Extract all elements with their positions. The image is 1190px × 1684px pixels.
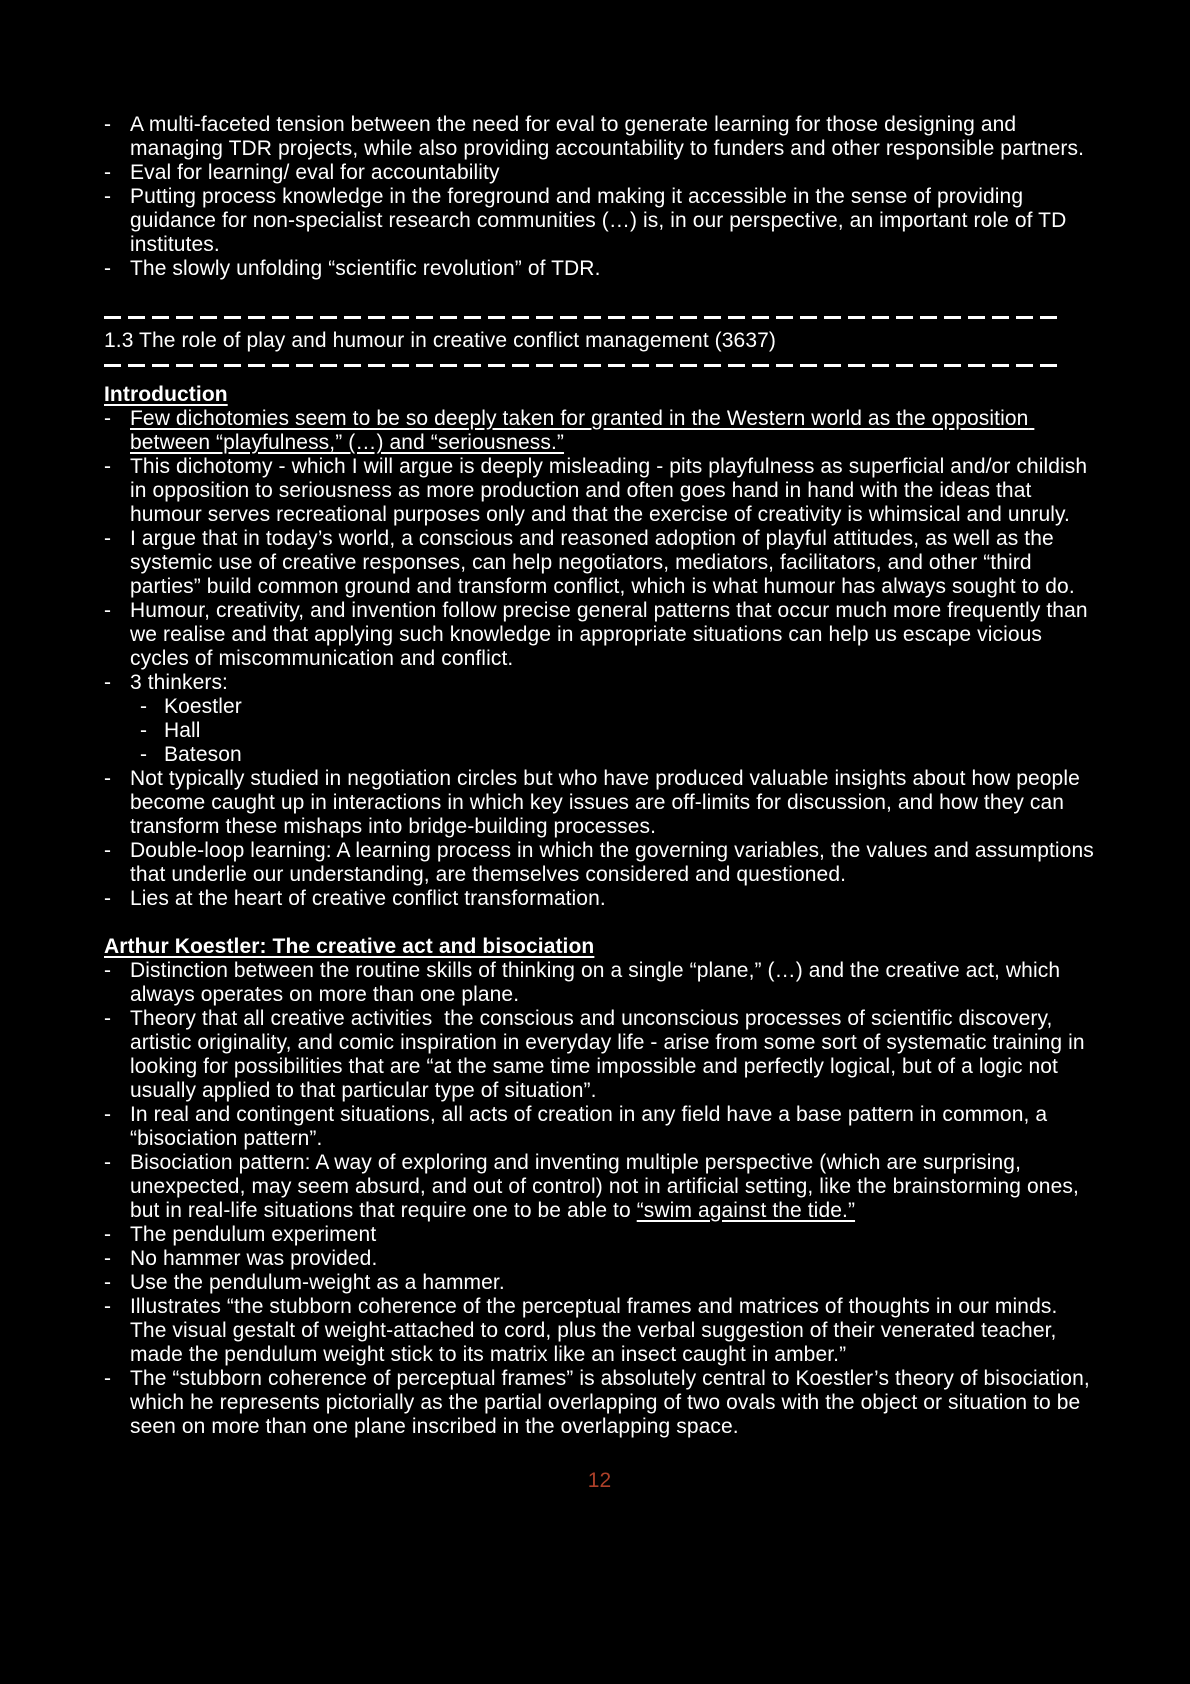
bullet-item (140, 695, 1095, 719)
bullet-item (104, 257, 1095, 281)
bullet-item (104, 1103, 1095, 1151)
bullet-dash: - (140, 743, 148, 766)
bullet-dash: - (104, 113, 112, 136)
dashed-divider (104, 364, 1058, 367)
bullet-text: Theory that all creative activities the conscious and unconscious processes of scientific discovery, artistic originality, and comic inspiration in everyday life - arise from some sort of systematic training in looking for possibilities that are “at the same time impossible and perfectly logical, but of a logic not usually applied to that particular type of situation”. (130, 1007, 1091, 1102)
spacer (104, 911, 1095, 935)
bullet-item (104, 1247, 1095, 1271)
bullet-dash: - (104, 599, 112, 622)
bullet-dash: - (104, 527, 112, 550)
divider-row (104, 305, 1095, 329)
thinkers-sublist (140, 695, 1095, 767)
bullet-text: Humour, creativity, and invention follow precise general patterns that occur much more frequently than we realise and that applying such knowledge in appropriate situations can help us escape vicious cycles of miscommunication and conflict. (130, 599, 1094, 670)
bullet-dash: - (104, 1295, 112, 1318)
bullet-item (104, 1151, 1095, 1223)
bullet-dash: - (104, 767, 112, 790)
bullet-item (140, 743, 1095, 767)
bullet-dash: - (104, 1367, 112, 1390)
introduction-bullet-list (104, 407, 1100, 911)
introduction-heading: Introduction (104, 383, 228, 406)
bullet-dash: - (104, 1247, 112, 1270)
bullet-dash: - (104, 161, 112, 184)
bullet-text: I argue that in today’s world, a conscious and reasoned adoption of playful attitudes, as well as the systemic use of creative responses, can help negotiators, mediators, facilitators, and other “third parties” build common ground and transform conflict, which is what humour has always sought to do. (130, 527, 1075, 598)
bullet-dash: - (104, 1151, 112, 1174)
bullet-item (104, 599, 1095, 671)
bullet-text: Distinction between the routine skills of thinking on a single “plane,” (…) and the creative act, which always operates on more than one plane. (130, 959, 1067, 1006)
bullet-dash: - (140, 719, 148, 742)
bullet-item (104, 1295, 1095, 1367)
bullet-dash: - (104, 839, 112, 862)
bullet-item (104, 1223, 1095, 1247)
bullet-item (104, 887, 1095, 911)
bullet-text: Use the pendulum-weight as a hammer. (130, 1271, 505, 1294)
bullet-dash: - (104, 1271, 112, 1294)
bullet-text: Bateson (164, 743, 242, 766)
bullet-text: No hammer was provided. (130, 1247, 378, 1270)
divider-row (104, 353, 1095, 377)
bullet-item (104, 527, 1095, 599)
bullet-dash: - (104, 407, 112, 430)
bullet-text: The pendulum experiment (130, 1223, 377, 1246)
chapter-heading: 1.3 The role of play and humour in creative conflict management (3637) (104, 329, 776, 352)
bullet-text: 3 thinkers: (130, 671, 228, 694)
bullet-item (104, 1007, 1095, 1103)
bullet-text: Putting process knowledge in the foreground and making it accessible in the sense of providing guidance for non-specialist research communities (…) is, in our perspective, an important role of TD institutes. (130, 185, 1073, 256)
page-number: 12 (587, 1469, 612, 1492)
bullet-item (104, 455, 1095, 527)
bullet-dash: - (104, 671, 112, 694)
bullet-text: Eval for learning/ eval for accountability (130, 161, 500, 184)
bullet-item (104, 185, 1095, 257)
bullet-text: The slowly unfolding “scientific revolution” of TDR. (130, 257, 601, 280)
bullet-item (140, 719, 1095, 743)
bullet-text: Illustrates “the stubborn coherence of the perceptual frames and matrices of thoughts in our minds. The visual gestalt of weight-attached to cord, plus the verbal suggestion of their venerated teacher, made the pendulum weight stick to its matrix like an insect caught in amber.” (130, 1295, 1063, 1366)
spacer (104, 281, 1095, 305)
dashed-divider (104, 316, 1058, 319)
bullet-item (104, 671, 1095, 767)
bullet-item (104, 113, 1095, 161)
bullet-dash: - (104, 1007, 112, 1030)
bullet-dash: - (104, 1103, 112, 1126)
koestler-bullet-list (104, 959, 1095, 1439)
bullet-item (104, 407, 1095, 455)
bullet-item (104, 839, 1100, 887)
bullet-item (104, 1271, 1095, 1295)
bullet-dash: - (104, 1223, 112, 1246)
bullet-text: This dichotomy - which I will argue is deeply misleading - pits playfulness as superficial and/or childish in opposition to seriousness as more production and often goes hand in hand with the ideas that humour serves recreational purposes only and that the exercise of creativity is whimsical and unruly. (130, 455, 1094, 526)
bullet-text: A multi-faceted tension between the need for eval to generate learning for those designing and managing TDR projects, while also providing accountability to funders and other responsible partners. (130, 113, 1085, 160)
bullet-dash: - (104, 455, 112, 478)
bullet-item (104, 1367, 1095, 1439)
bullet-item (104, 161, 1095, 185)
bullet-text: Few dichotomies seem to be so deeply taken for granted in the Western world as the opposition between “playfulness,” (…) and “seriousness.” (130, 407, 1035, 454)
bullet-dash: - (104, 257, 112, 280)
bullet-text-underlined: “swim against the tide.” (636, 1199, 856, 1222)
bullet-text: Double-loop learning: A learning process in which the governing variables, the values and assumptions that underlie our understanding, are themselves considered and questioned. (130, 839, 1100, 886)
bullet-item (104, 959, 1095, 1007)
bullet-text: Lies at the heart of creative conflict transformation. (130, 887, 606, 910)
bullet-text: Hall (164, 719, 201, 742)
bullet-text: Koestler (164, 695, 242, 718)
bullet-text: The “stubborn coherence of perceptual frames” is absolutely central to Koestler’s theory of bisociation, which he represents pictorially as the partial overlapping of two ovals with the object or situation to be seen on more than one plane inscribed in the overlapping space. (130, 1367, 1096, 1438)
carryover-bullet-list (104, 113, 1095, 281)
koestler-heading: Arthur Koestler: The creative act and bisociation (104, 935, 595, 958)
bullet-text-plain: Bisociation pattern: A way of exploring and inventing multiple perspective (which are surprising, unexpected, may seem absurd, and out of control) not in artificial setting, like the brainstorming ones, but in real-life situations that require one to be able to (130, 1151, 1085, 1222)
bullet-dash: - (104, 185, 112, 208)
bullet-text: In real and contingent situations, all acts of creation in any field have a base pattern in common, a “bisociation pattern”. (130, 1103, 1054, 1150)
bullet-dash: - (104, 887, 112, 910)
bullet-text: Not typically studied in negotiation circles but who have produced valuable insights about how people become caught up in interactions in which key issues are off-limits for discussion, and how they can transform these mishaps into bridge-building processes. (130, 767, 1086, 838)
bullet-dash: - (104, 959, 112, 982)
bullet-text (130, 1151, 1095, 1223)
bullet-dash: - (140, 695, 148, 718)
bullet-item (104, 767, 1095, 839)
